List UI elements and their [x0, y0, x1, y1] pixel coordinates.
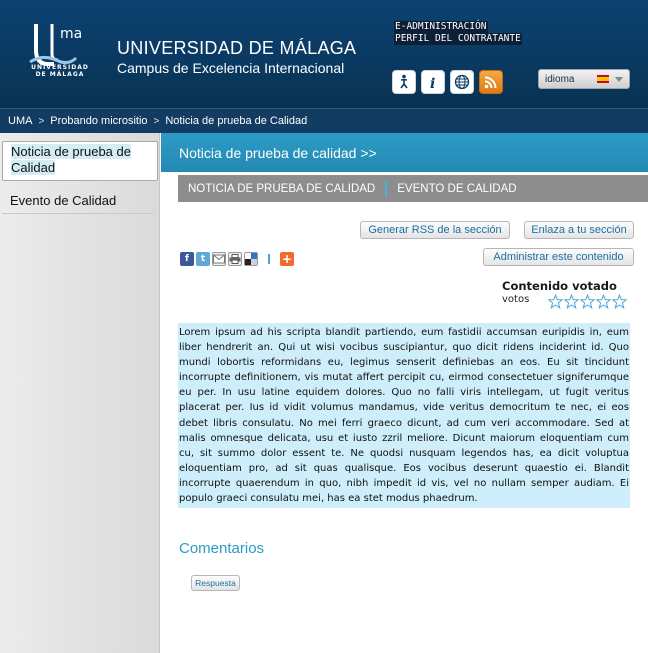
article-body: Lorem ipsum ad his scripta blandit partiendo, eum fastidii accumsan euripidis in, eum liber hendrerit an. Qui ut wisi vocibus suscipiantur, quo dicit ridens inciderint id. Quo mundi lobortis reformidans eu, legimus senserit definiebas an eos. Eu sit tincidunt incorrupte definitionem, vis mutat affert percipit cu, eirmod consectetuer signiferumque eu per. In usu latine equidem dolores. Quo no falli viris intellegam, ut fugit veritus placerat per. Ius id vidit volumus mandamus, vide veritus democritum te nec, ei eos debet libris consulatu. No mei ferri graeco dicunt, ad cum veri accommodare. Sed at malis omnesque delicata, usu et iusto zzril meliore. Dicunt maiorum eloquentiam cum cu, sit summo dolor essent te. Ne quodsi nusquam legendos has, ea dicit voluptua eloquentiam pro, ad sit quas qualisque. Eos vocibus deserunt quaestio ei. Blandit incorrupte quaerendum in quo, nibh impedit id vis, vel no nullam semper audiam. Ei populo graeci consulatu mei, has ea stet modus phaedrum. [178, 323, 630, 508]
info-icon[interactable] [421, 70, 445, 94]
top-links [394, 21, 522, 45]
share-divider [268, 254, 270, 264]
link-section-button[interactable]: Enlaza a tu sección [524, 221, 634, 239]
sidebar-item-label: Noticia de prueba de Calidad [11, 144, 131, 175]
breadcrumb-current[interactable]: Noticia de prueba de Calidad [165, 115, 308, 127]
sidebar-item-noticia[interactable] [2, 141, 158, 181]
header-tools [392, 70, 503, 94]
breadcrumb [0, 108, 648, 133]
bookmark-icon[interactable] [244, 252, 258, 266]
star-icon[interactable] [580, 294, 595, 309]
voting-title: Contenido votado [502, 279, 617, 293]
logo-caption: UNIVERSIDAD DE MÁLAGA [31, 64, 89, 78]
sidebar [0, 133, 160, 653]
site-subtitle: Campus de Excelencia Internacional [117, 60, 345, 76]
sidebar-item-label: Evento de Calidad [10, 193, 117, 208]
section-tabs [178, 175, 648, 202]
svg-text:i: i [430, 76, 436, 90]
site-header [0, 0, 648, 108]
reply-button[interactable]: Respuesta [191, 575, 240, 591]
language-label: idioma [545, 73, 575, 85]
section-title[interactable]: Noticia de prueba de calidad >> [179, 144, 377, 161]
sidebar-item-evento[interactable] [2, 191, 154, 214]
logo-text: ma [60, 26, 83, 42]
twitter-icon[interactable]: t [196, 252, 210, 266]
site-title[interactable]: UNIVERSIDAD DE MÁLAGA [117, 38, 357, 58]
e-administracion-link[interactable]: E-ADMINISTRACIÓN [395, 21, 487, 32]
facebook-icon[interactable]: f [180, 252, 194, 266]
star-icon[interactable] [564, 294, 579, 309]
share-toolbar [180, 252, 294, 266]
spain-flag-icon [597, 75, 609, 83]
breadcrumb-separator: > [153, 115, 160, 127]
email-icon[interactable] [212, 252, 226, 266]
star-icon[interactable] [548, 294, 563, 309]
admin-content-button[interactable]: Administrar este contenido [483, 248, 634, 266]
section-title-bar [161, 133, 648, 172]
rating-stars[interactable] [548, 294, 627, 309]
language-selector[interactable] [538, 69, 630, 89]
star-icon[interactable] [612, 294, 627, 309]
print-icon[interactable] [228, 252, 242, 266]
star-icon[interactable] [596, 294, 611, 309]
perfil-contratante-link[interactable]: PERFIL DEL CONTRATANTE [395, 33, 521, 44]
comments-title: Comentarios [179, 540, 265, 557]
votes-label: votos [502, 294, 530, 305]
rss-icon[interactable] [479, 70, 503, 94]
breadcrumb-microsite[interactable]: Probando micrositio [50, 115, 148, 127]
globe-icon[interactable] [450, 70, 474, 94]
accessibility-icon[interactable] [392, 70, 416, 94]
breadcrumb-separator: > [38, 115, 45, 127]
breadcrumb-home[interactable]: UMA [8, 115, 33, 127]
tab-noticia[interactable]: NOTICIA DE PRUEBA DE CALIDAD [188, 182, 376, 195]
tab-evento[interactable]: EVENTO DE CALIDAD [397, 182, 517, 195]
add-share-icon[interactable]: + [281, 252, 293, 266]
generate-rss-button[interactable]: Generar RSS de la sección [360, 221, 510, 239]
chevron-down-icon [615, 77, 623, 82]
